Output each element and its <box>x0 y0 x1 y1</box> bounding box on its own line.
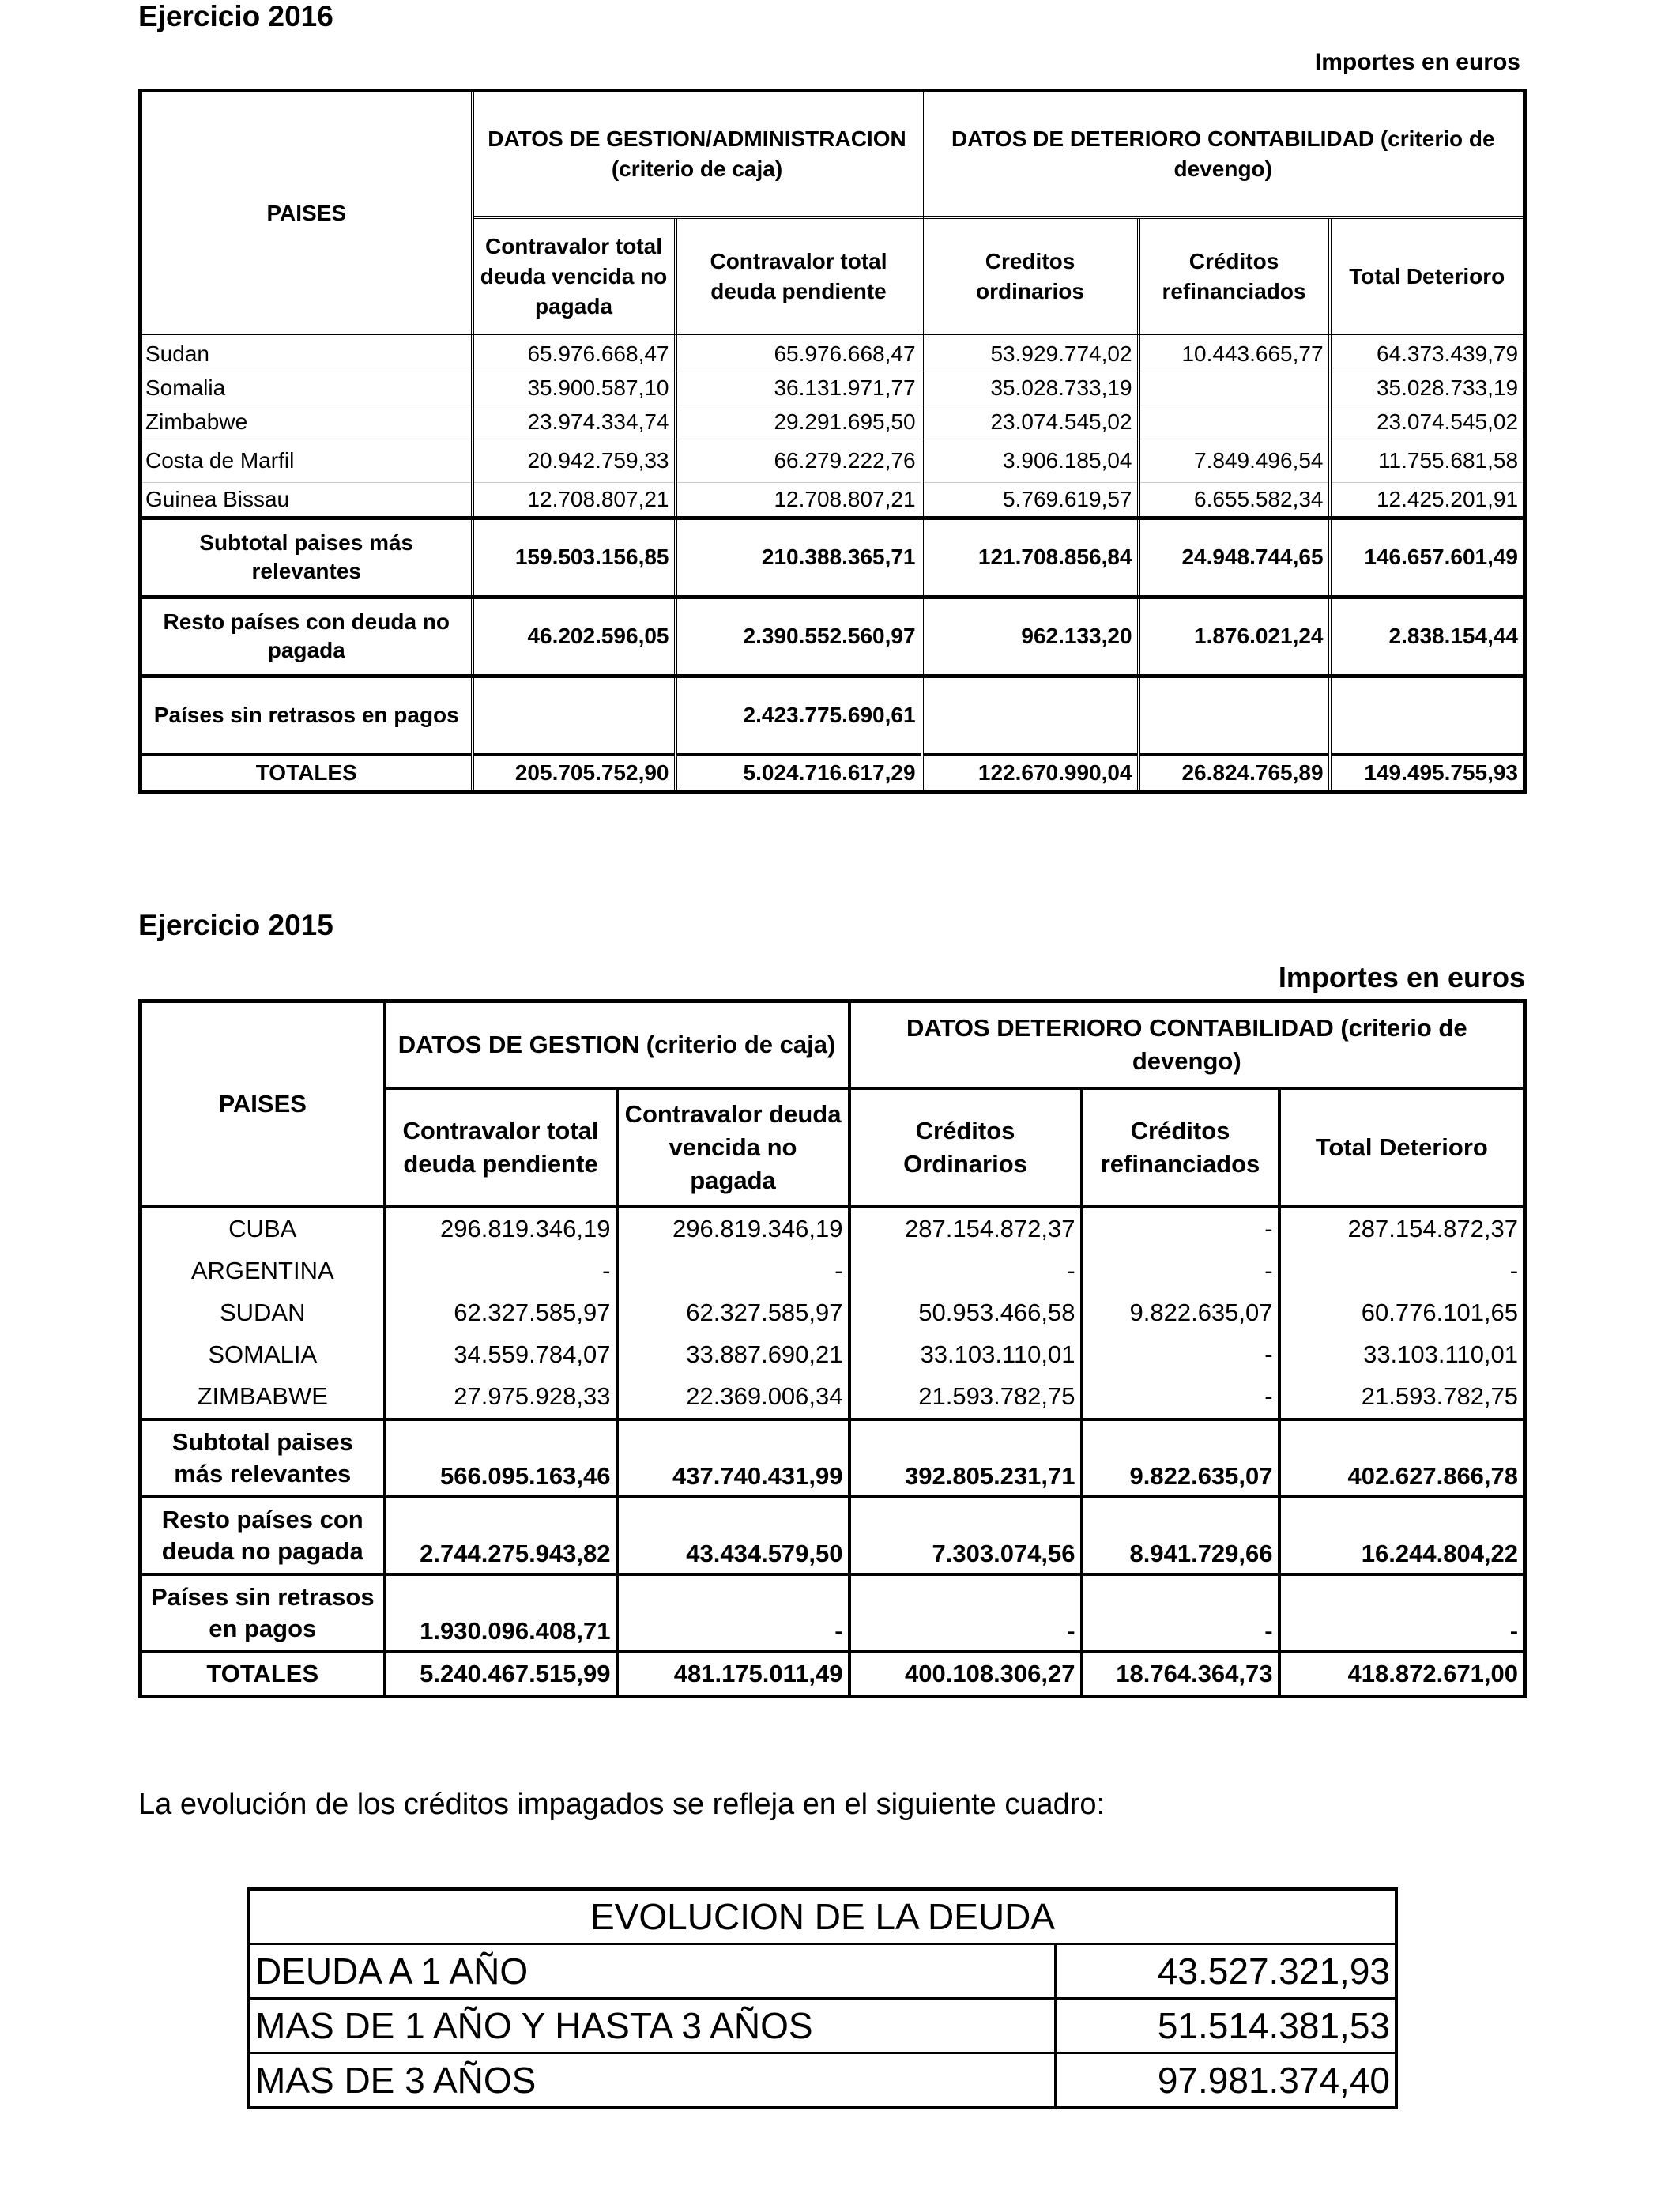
resto-refinanciados: 1.876.021,24 <box>1139 597 1330 676</box>
sin-retrasos-refinanciados <box>1139 676 1330 755</box>
table-row <box>249 2053 1396 2109</box>
table-row <box>249 1999 1396 2053</box>
subtotal-pendiente: 566.095.163,46 <box>385 1419 617 1497</box>
table-row <box>141 336 1525 371</box>
ordinarios-cell: 3.906.185,04 <box>922 439 1139 482</box>
evolucion-label: MAS DE 3 AÑOS <box>249 2053 1055 2109</box>
country-cell: Costa de Marfil <box>141 439 473 482</box>
sin-retrasos-vencida: - <box>617 1574 849 1652</box>
refinanciados-cell: 10.443.665,77 <box>1139 336 1330 371</box>
resto-ordinarios: 7.303.074,56 <box>849 1497 1082 1574</box>
heading-2016: Ejercicio 2016 <box>138 0 333 32</box>
evolucion-table <box>247 1887 1398 2109</box>
pendiente-cell: 27.975.928,33 <box>385 1376 617 1419</box>
country-cell: SUDAN <box>141 1292 385 1334</box>
sin-retrasos-total <box>1330 676 1525 755</box>
group-header-gestion: DATOS DE GESTION (criterio de caja) <box>385 1001 849 1088</box>
resto-vencida: 43.434.579,50 <box>617 1497 849 1574</box>
pendiente-cell: 34.559.784,07 <box>385 1334 617 1376</box>
country-cell: SOMALIA <box>141 1334 385 1376</box>
refinanciados-cell: - <box>1082 1376 1279 1419</box>
table-row <box>249 1944 1396 1999</box>
col-header-paises: PAISES <box>141 91 473 336</box>
subtotal-row <box>141 1419 1525 1497</box>
col-header-ordinarios: Créditos Ordinarios <box>849 1088 1082 1207</box>
sin-retrasos-ordinarios <box>922 676 1139 755</box>
table-row <box>141 371 1525 405</box>
table-row <box>141 1250 1525 1292</box>
subtotal-ordinarios: 392.805.231,71 <box>849 1419 1082 1497</box>
vencida-cell: - <box>617 1250 849 1292</box>
total-cell: 35.028.733,19 <box>1330 371 1525 405</box>
total-cell: 33.103.110,01 <box>1279 1334 1525 1376</box>
vencida-cell: 20.942.759,33 <box>473 439 676 482</box>
table-2015 <box>138 999 1527 1698</box>
sin-retrasos-row <box>141 1574 1525 1652</box>
units-label-2015: Importes en euros <box>1278 961 1525 993</box>
subtotal-ordinarios: 121.708.856,84 <box>922 518 1139 597</box>
vencida-cell: 22.369.006,34 <box>617 1376 849 1419</box>
vencida-cell: 33.887.690,21 <box>617 1334 849 1376</box>
col-header-refinanciados: Créditos refinanciados <box>1082 1088 1279 1207</box>
country-cell: CUBA <box>141 1207 385 1250</box>
sin-retrasos-ordinarios: - <box>849 1574 1082 1652</box>
country-cell: Guinea Bissau <box>141 482 473 518</box>
table-row <box>141 482 1525 518</box>
refinanciados-cell: - <box>1082 1250 1279 1292</box>
resto-total: 16.244.804,22 <box>1279 1497 1525 1574</box>
refinanciados-cell: - <box>1082 1207 1279 1250</box>
total-cell: 287.154.872,37 <box>1279 1207 1525 1250</box>
country-cell: Sudan <box>141 336 473 371</box>
pendiente-cell: - <box>385 1250 617 1292</box>
sin-retrasos-row <box>141 676 1525 755</box>
table-row <box>141 1376 1525 1419</box>
sin-retrasos-label: Países sin retrasos en pagos <box>141 1574 385 1652</box>
group-header-gestion: DATOS DE GESTION/ADMINISTRACION (criterio de caja) <box>473 91 922 217</box>
country-cell: Zimbabwe <box>141 405 473 439</box>
pendiente-cell: 29.291.695,50 <box>676 405 922 439</box>
table-row <box>141 405 1525 439</box>
group-header-deterioro: DATOS DETERIORO CONTABILIDAD (criterio de devengo) <box>849 1001 1525 1088</box>
pendiente-cell: 62.327.585,97 <box>385 1292 617 1334</box>
table-row <box>141 1207 1525 1250</box>
col-header-total: Total Deterioro <box>1279 1088 1525 1207</box>
subtotal-label: Subtotal paises más relevantes <box>141 1419 385 1497</box>
total-cell: - <box>1279 1250 1525 1292</box>
resto-ordinarios: 962.133,20 <box>922 597 1139 676</box>
resto-total: 2.838.154,44 <box>1330 597 1525 676</box>
pendiente-cell: 12.708.807,21 <box>676 482 922 518</box>
ordinarios-cell: - <box>849 1250 1082 1292</box>
col-header-pendiente: Contravalor total deuda pendiente <box>676 217 922 336</box>
units-label-2016: Importes en euros <box>1314 49 1520 75</box>
vencida-cell: 12.708.807,21 <box>473 482 676 518</box>
col-header-ordinarios: Creditos ordinarios <box>922 217 1139 336</box>
total-cell: 12.425.201,91 <box>1330 482 1525 518</box>
evolucion-value: 51.514.381,53 <box>1055 1999 1396 2053</box>
table-row <box>141 1292 1525 1334</box>
resto-pendiente: 2.390.552.560,97 <box>676 597 922 676</box>
total-cell: 11.755.681,58 <box>1330 439 1525 482</box>
resto-pendiente: 2.744.275.943,82 <box>385 1497 617 1574</box>
totales-label: TOTALES <box>141 755 473 792</box>
resto-refinanciados: 8.941.729,66 <box>1082 1497 1279 1574</box>
col-header-vencida: Contravalor deuda vencida no pagada <box>617 1088 849 1207</box>
totales-label: TOTALES <box>141 1652 385 1697</box>
vencida-cell: 23.974.334,74 <box>473 405 676 439</box>
table-row <box>141 1334 1525 1376</box>
totales-total: 418.872.671,00 <box>1279 1652 1525 1697</box>
country-cell: ZIMBABWE <box>141 1376 385 1419</box>
table-row <box>141 439 1525 482</box>
country-cell: Somalia <box>141 371 473 405</box>
subtotal-vencida: 159.503.156,85 <box>473 518 676 597</box>
evolucion-title: EVOLUCION DE LA DEUDA <box>249 1889 1396 1944</box>
total-cell: 64.373.439,79 <box>1330 336 1525 371</box>
pendiente-cell: 66.279.222,76 <box>676 439 922 482</box>
totales-pendiente: 5.024.716.617,29 <box>676 755 922 792</box>
sin-retrasos-label: Países sin retrasos en pagos <box>141 676 473 755</box>
totales-row <box>141 1652 1525 1697</box>
sin-retrasos-vencida <box>473 676 676 755</box>
resto-row <box>141 597 1525 676</box>
totales-refinanciados: 18.764.364,73 <box>1082 1652 1279 1697</box>
totales-vencida: 205.705.752,90 <box>473 755 676 792</box>
refinanciados-cell: 6.655.582,34 <box>1139 482 1330 518</box>
resto-vencida: 46.202.596,05 <box>473 597 676 676</box>
resto-label: Resto países con deuda no pagada <box>141 597 473 676</box>
totales-pendiente: 5.240.467.515,99 <box>385 1652 617 1697</box>
ordinarios-cell: 23.074.545,02 <box>922 405 1139 439</box>
refinanciados-cell <box>1139 405 1330 439</box>
vencida-cell: 296.819.346,19 <box>617 1207 849 1250</box>
subtotal-refinanciados: 24.948.744,65 <box>1139 518 1330 597</box>
evolucion-label: DEUDA A 1 AÑO <box>249 1944 1055 1999</box>
totales-refinanciados: 26.824.765,89 <box>1139 755 1330 792</box>
pendiente-cell: 65.976.668,47 <box>676 336 922 371</box>
total-cell: 23.074.545,02 <box>1330 405 1525 439</box>
evolucion-label: MAS DE 1 AÑO Y HASTA 3 AÑOS <box>249 1999 1055 2053</box>
col-header-total: Total Deterioro <box>1330 217 1525 336</box>
refinanciados-cell: - <box>1082 1334 1279 1376</box>
sin-retrasos-refinanciados: - <box>1082 1574 1279 1652</box>
country-cell: ARGENTINA <box>141 1250 385 1292</box>
heading-2015: Ejercicio 2015 <box>138 909 333 941</box>
evolucion-value: 43.527.321,93 <box>1055 1944 1396 1999</box>
refinanciados-cell: 7.849.496,54 <box>1139 439 1330 482</box>
sin-retrasos-total: - <box>1279 1574 1525 1652</box>
subtotal-label: Subtotal paises más relevantes <box>141 518 473 597</box>
totales-ordinarios: 400.108.306,27 <box>849 1652 1082 1697</box>
table-2016 <box>138 89 1527 794</box>
col-header-refinanciados: Créditos refinanciados <box>1139 217 1330 336</box>
ordinarios-cell: 287.154.872,37 <box>849 1207 1082 1250</box>
subtotal-total: 146.657.601,49 <box>1330 518 1525 597</box>
subtotal-row <box>141 518 1525 597</box>
totales-vencida: 481.175.011,49 <box>617 1652 849 1697</box>
subtotal-pendiente: 210.388.365,71 <box>676 518 922 597</box>
resto-label: Resto países con deuda no pagada <box>141 1497 385 1574</box>
vencida-cell: 35.900.587,10 <box>473 371 676 405</box>
subtotal-vencida: 437.740.431,99 <box>617 1419 849 1497</box>
sin-retrasos-pendiente: 2.423.775.690,61 <box>676 676 922 755</box>
pendiente-cell: 36.131.971,77 <box>676 371 922 405</box>
refinanciados-cell: 9.822.635,07 <box>1082 1292 1279 1334</box>
col-header-pendiente: Contravalor total deuda pendiente <box>385 1088 617 1207</box>
totales-row <box>141 755 1525 792</box>
vencida-cell: 62.327.585,97 <box>617 1292 849 1334</box>
vencida-cell: 65.976.668,47 <box>473 336 676 371</box>
pendiente-cell: 296.819.346,19 <box>385 1207 617 1250</box>
ordinarios-cell: 5.769.619,57 <box>922 482 1139 518</box>
totales-total: 149.495.755,93 <box>1330 755 1525 792</box>
total-cell: 60.776.101,65 <box>1279 1292 1525 1334</box>
totales-ordinarios: 122.670.990,04 <box>922 755 1139 792</box>
subtotal-refinanciados: 9.822.635,07 <box>1082 1419 1279 1497</box>
intro-paragraph: La evolución de los créditos impagados se refleja en el siguiente cuadro: <box>138 1788 1106 1821</box>
ordinarios-cell: 50.953.466,58 <box>849 1292 1082 1334</box>
col-header-paises: PAISES <box>141 1001 385 1207</box>
ordinarios-cell: 35.028.733,19 <box>922 371 1139 405</box>
ordinarios-cell: 53.929.774,02 <box>922 336 1139 371</box>
evolucion-value: 97.981.374,40 <box>1055 2053 1396 2109</box>
ordinarios-cell: 33.103.110,01 <box>849 1334 1082 1376</box>
sin-retrasos-pendiente: 1.930.096.408,71 <box>385 1574 617 1652</box>
total-cell: 21.593.782,75 <box>1279 1376 1525 1419</box>
resto-row <box>141 1497 1525 1574</box>
ordinarios-cell: 21.593.782,75 <box>849 1376 1082 1419</box>
group-header-deterioro: DATOS DE DETERIORO CONTABILIDAD (criterio de devengo) <box>922 91 1525 217</box>
subtotal-total: 402.627.866,78 <box>1279 1419 1525 1497</box>
evolucion-title-row <box>249 1889 1396 1944</box>
col-header-vencida: Contravalor total deuda vencida no pagada <box>473 217 676 336</box>
refinanciados-cell <box>1139 371 1330 405</box>
